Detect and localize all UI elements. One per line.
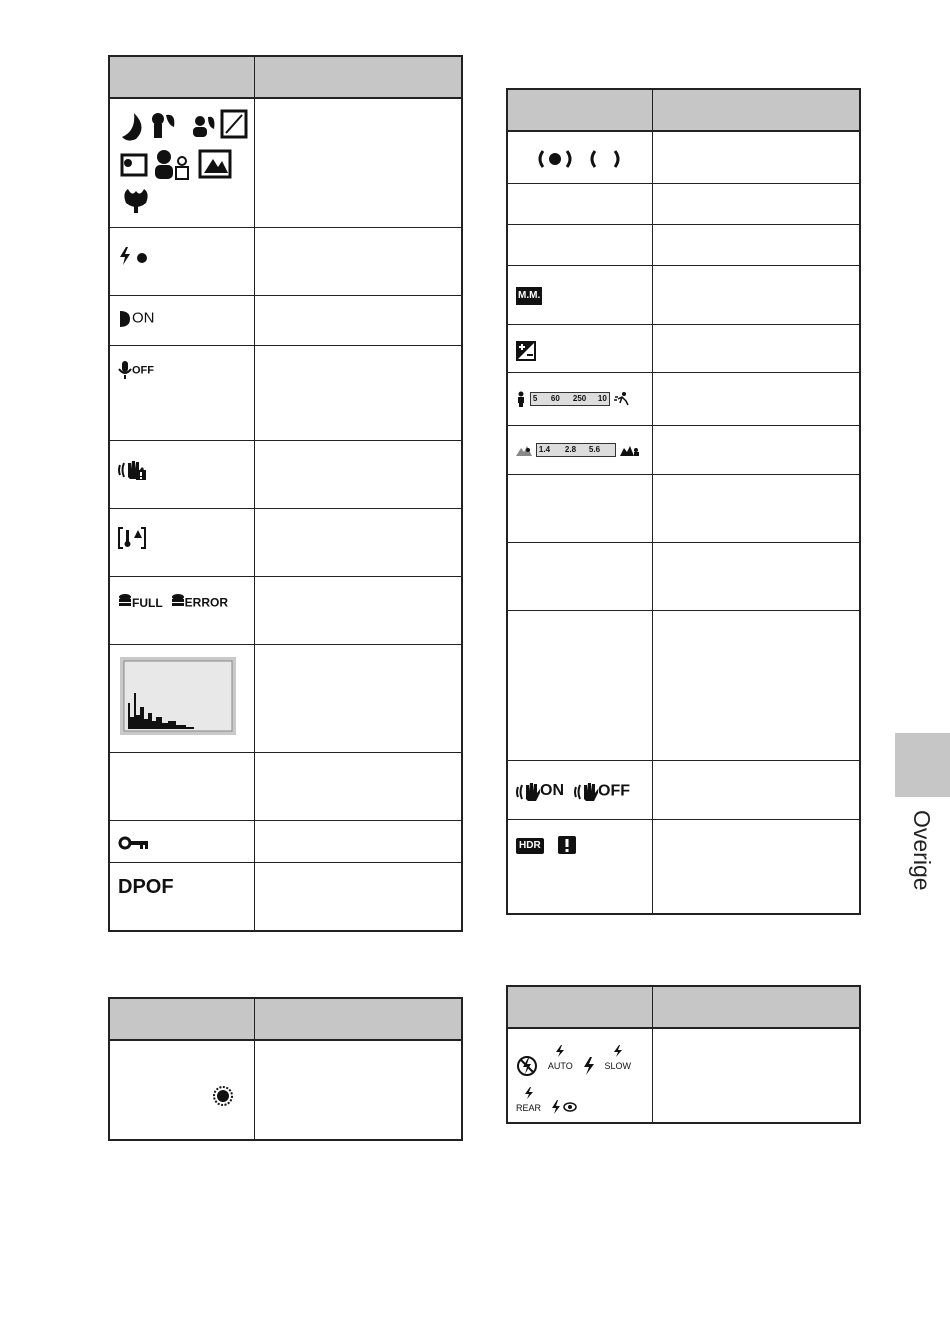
protect-key-icon: [110, 821, 254, 858]
temperature-warning-icon: [110, 509, 254, 557]
table-header-row: [109, 56, 462, 98]
exposure-compensation-icon: [508, 325, 652, 369]
table-row: [109, 863, 462, 931]
steadyshot-off-label: OFF: [598, 782, 630, 800]
table-row: [109, 509, 462, 577]
aperture-tick-label: 5.6: [588, 444, 601, 454]
table-row: [109, 645, 462, 753]
table-row: [507, 372, 860, 425]
table-row: [109, 346, 462, 441]
table-row: [109, 296, 462, 346]
table-row: [507, 131, 860, 183]
af-illuminator-on-label: ON: [132, 309, 155, 327]
camera-shake-warning-icon: [110, 441, 254, 489]
dpof-label: DPOF: [118, 876, 174, 898]
scene-icons: [110, 99, 254, 227]
aperture-tick-label: 2.8: [564, 444, 577, 454]
table-row: [507, 425, 860, 474]
aperture-scale: [508, 426, 652, 465]
indicator-table-3: [506, 88, 861, 915]
metering-mode-label: M.M.: [516, 287, 542, 305]
aperture-tick-label: 1.4: [538, 444, 551, 454]
table-row: [109, 577, 462, 645]
shutter-tick-label: 10: [597, 393, 607, 403]
shutter-tick-label: 60: [550, 393, 560, 403]
flash-slow-label: SLOW: [604, 1061, 632, 1072]
flash-mode-icons: [508, 1029, 652, 1122]
indicator-table-2: [108, 997, 463, 1141]
table-row: [109, 441, 462, 509]
table-row: [109, 821, 462, 863]
scene-mode-icons: [118, 107, 250, 219]
table-row: [507, 819, 860, 914]
hdr-warning-icons: [508, 820, 652, 863]
table-row: [507, 224, 860, 265]
table-row: [507, 324, 860, 372]
flash-rear-label: REAR: [516, 1102, 542, 1113]
table-row: [109, 1040, 462, 1140]
table-header-row: [507, 89, 860, 131]
steadyshot-on-label: ON: [540, 782, 564, 800]
table-row: [109, 228, 462, 296]
table-row: [507, 760, 860, 819]
table-header-row: [109, 998, 462, 1040]
memory-full-label: FULL: [132, 595, 163, 610]
steadyshot-icons: [508, 761, 652, 811]
table-row: [109, 98, 462, 228]
section-label: Overige: [909, 810, 935, 891]
memory-full-error-icons: [110, 577, 254, 621]
af-illuminator-icon: [110, 296, 254, 338]
table-header-row: [507, 986, 860, 1028]
hdr-label: HDR: [516, 838, 544, 854]
indicator-table-4: [506, 985, 861, 1124]
table-row: [507, 265, 860, 324]
table-row: [507, 474, 860, 542]
table-row: [507, 610, 860, 760]
table-row: [109, 753, 462, 821]
flash-auto-label: AUTO: [547, 1061, 573, 1072]
microphone-off-icon: [110, 346, 254, 388]
section-tab: [895, 733, 950, 797]
table-row: [507, 542, 860, 610]
indicator-table-1: [108, 55, 463, 932]
metering-mode-icon: [508, 266, 652, 313]
shutter-tick-label: 250: [572, 393, 587, 403]
flash-charging-icon: [110, 228, 254, 274]
microphone-off-label: OFF: [132, 364, 154, 377]
recording-access-icon: [212, 1085, 234, 1112]
table-row: [507, 1028, 860, 1123]
histogram-icon: [110, 645, 254, 747]
focus-lock-icons: [508, 132, 652, 175]
histogram-graphic: [120, 657, 236, 735]
shutter-speed-scale: [508, 373, 652, 415]
table-row: [507, 183, 860, 224]
shutter-tick-label: 5: [532, 393, 538, 403]
memory-error-label: ERROR: [184, 595, 228, 610]
